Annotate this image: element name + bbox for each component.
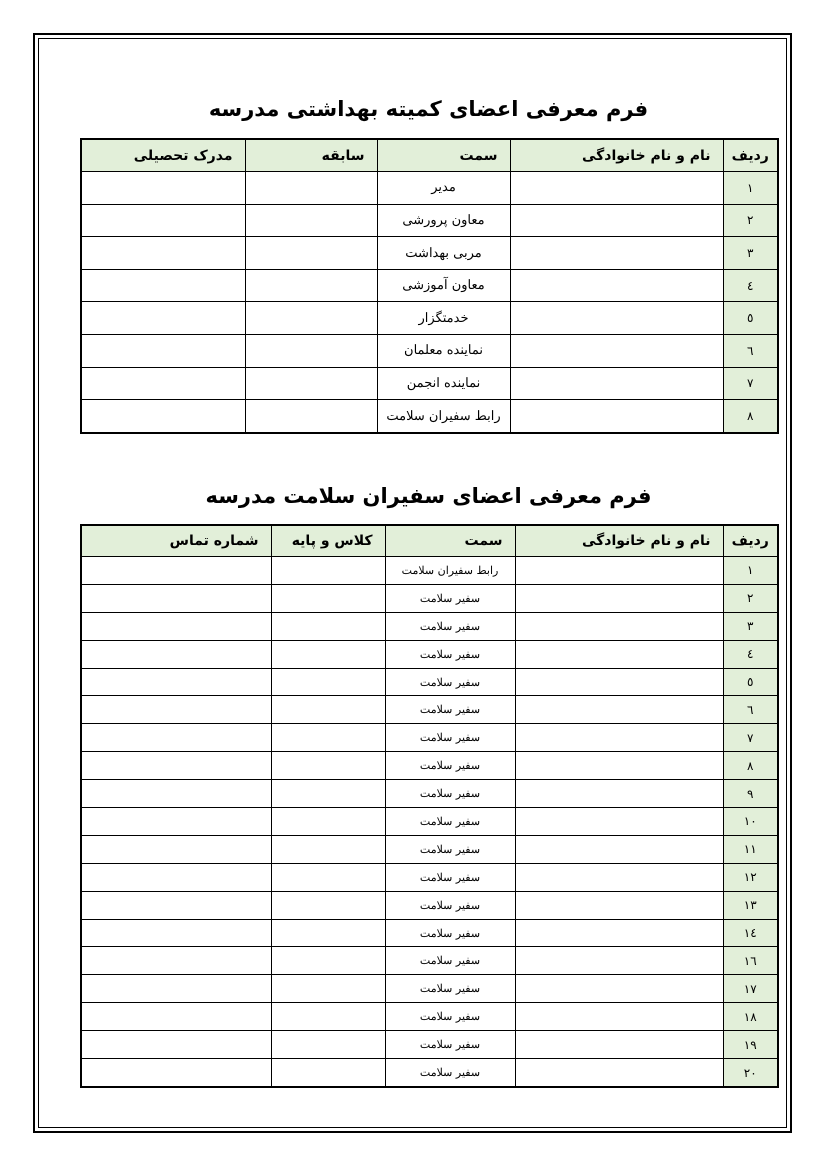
phone-number-field[interactable] xyxy=(81,612,271,640)
position-cell: سفیر سلامت xyxy=(385,975,515,1003)
education-field[interactable] xyxy=(81,367,245,400)
row-number-cell: ۸ xyxy=(723,400,778,433)
full-name-field[interactable] xyxy=(515,696,723,724)
phone-number-field[interactable] xyxy=(81,724,271,752)
position-cell: سفیر سلامت xyxy=(385,584,515,612)
full-name-field[interactable] xyxy=(515,557,723,585)
table-row xyxy=(81,1003,778,1031)
row-number-cell: ۹ xyxy=(723,780,778,808)
table-row xyxy=(81,724,778,752)
experience-field[interactable] xyxy=(245,172,377,205)
full-name-field[interactable] xyxy=(510,302,723,335)
position-cell: معاون پرورشی xyxy=(377,204,510,237)
table-row xyxy=(81,172,778,205)
phone-number-field[interactable] xyxy=(81,752,271,780)
committee-members-table xyxy=(80,138,779,434)
position-cell: نماینده معلمان xyxy=(377,335,510,368)
table-row xyxy=(81,557,778,585)
position-cell: نماینده انجمن xyxy=(377,367,510,400)
row-number-cell: ۱ xyxy=(723,172,778,205)
phone-number-field[interactable] xyxy=(81,696,271,724)
full-name-field[interactable] xyxy=(515,612,723,640)
class-grade-field[interactable] xyxy=(271,891,385,919)
row-number-cell: ۷ xyxy=(723,724,778,752)
table-row xyxy=(81,668,778,696)
position-cell: رابط سفیران سلامت xyxy=(377,400,510,433)
class-grade-field[interactable] xyxy=(271,640,385,668)
row-number-cell: ۱۹ xyxy=(723,1031,778,1059)
full-name-field[interactable] xyxy=(515,724,723,752)
header-position: سمت xyxy=(385,525,515,557)
full-name-field[interactable] xyxy=(510,204,723,237)
row-number-cell: ٤ xyxy=(723,269,778,302)
table-row xyxy=(81,269,778,302)
position-cell: سفیر سلامت xyxy=(385,863,515,891)
row-number-cell: ۱۲ xyxy=(723,863,778,891)
position-cell: سفیر سلامت xyxy=(385,891,515,919)
class-grade-field[interactable] xyxy=(271,1003,385,1031)
position-cell: سفیر سلامت xyxy=(385,668,515,696)
full-name-field[interactable] xyxy=(515,752,723,780)
phone-number-field[interactable] xyxy=(81,891,271,919)
full-name-field[interactable] xyxy=(515,1031,723,1059)
table-header-row xyxy=(81,525,778,557)
class-grade-field[interactable] xyxy=(271,752,385,780)
full-name-field[interactable] xyxy=(515,668,723,696)
position-cell: سفیر سلامت xyxy=(385,780,515,808)
header-education: مدرک تحصیلی xyxy=(81,139,245,172)
full-name-field[interactable] xyxy=(515,1003,723,1031)
row-number-cell: ۱۷ xyxy=(723,975,778,1003)
position-cell: سفیر سلامت xyxy=(385,1031,515,1059)
phone-number-field[interactable] xyxy=(81,1003,271,1031)
row-number-cell: ۱۱ xyxy=(723,835,778,863)
class-grade-field[interactable] xyxy=(271,612,385,640)
phone-number-field[interactable] xyxy=(81,640,271,668)
phone-number-field[interactable] xyxy=(81,1031,271,1059)
table-row xyxy=(81,947,778,975)
position-cell: سفیر سلامت xyxy=(385,752,515,780)
full-name-field[interactable] xyxy=(515,891,723,919)
table-row xyxy=(81,696,778,724)
header-phone-number: شماره تماس xyxy=(81,525,271,557)
table-row xyxy=(81,780,778,808)
position-cell: سفیر سلامت xyxy=(385,835,515,863)
row-number-cell: ۳ xyxy=(723,237,778,270)
experience-field[interactable] xyxy=(245,367,377,400)
class-grade-field[interactable] xyxy=(271,780,385,808)
row-number-cell: ۱٤ xyxy=(723,919,778,947)
class-grade-field[interactable] xyxy=(271,947,385,975)
position-cell: سفیر سلامت xyxy=(385,696,515,724)
position-cell: مدیر xyxy=(377,172,510,205)
phone-number-field[interactable] xyxy=(81,1059,271,1087)
table-row xyxy=(81,1059,778,1087)
row-number-cell: ۱ xyxy=(723,557,778,585)
full-name-field[interactable] xyxy=(510,400,723,433)
full-name-field[interactable] xyxy=(515,863,723,891)
table-row xyxy=(81,975,778,1003)
row-number-cell: ۱٦ xyxy=(723,947,778,975)
phone-number-field[interactable] xyxy=(81,780,271,808)
row-number-cell: ۱۸ xyxy=(723,1003,778,1031)
table-row xyxy=(81,640,778,668)
class-grade-field[interactable] xyxy=(271,1031,385,1059)
class-grade-field[interactable] xyxy=(271,668,385,696)
position-cell: سفیر سلامت xyxy=(385,640,515,668)
row-number-cell: ٥ xyxy=(723,302,778,335)
position-cell: سفیر سلامت xyxy=(385,947,515,975)
table-row xyxy=(81,237,778,270)
experience-field[interactable] xyxy=(245,237,377,270)
row-number-cell: ٥ xyxy=(723,668,778,696)
experience-field[interactable] xyxy=(245,400,377,433)
class-grade-field[interactable] xyxy=(271,975,385,1003)
phone-number-field[interactable] xyxy=(81,808,271,836)
position-cell: مربی بهداشت xyxy=(377,237,510,270)
experience-field[interactable] xyxy=(245,335,377,368)
row-number-cell: ۷ xyxy=(723,367,778,400)
class-grade-field[interactable] xyxy=(271,919,385,947)
class-grade-field[interactable] xyxy=(271,557,385,585)
ambassadors-form-title: فرم معرفی اعضای سفیران سلامت مدرسه xyxy=(205,484,652,508)
row-number-cell: ۲ xyxy=(723,584,778,612)
full-name-field[interactable] xyxy=(510,367,723,400)
education-field[interactable] xyxy=(81,237,245,270)
header-row-number: ردیف xyxy=(723,139,778,172)
row-number-cell: ٤ xyxy=(723,640,778,668)
table-row xyxy=(81,400,778,433)
phone-number-field[interactable] xyxy=(81,947,271,975)
position-cell: سفیر سلامت xyxy=(385,1003,515,1031)
full-name-field[interactable] xyxy=(515,947,723,975)
table-row xyxy=(81,302,778,335)
position-cell: سفیر سلامت xyxy=(385,1059,515,1087)
table-header-row xyxy=(81,139,778,172)
row-number-cell: ٦ xyxy=(723,335,778,368)
table-row xyxy=(81,612,778,640)
class-grade-field[interactable] xyxy=(271,835,385,863)
education-field[interactable] xyxy=(81,269,245,302)
experience-field[interactable] xyxy=(245,269,377,302)
experience-field[interactable] xyxy=(245,204,377,237)
full-name-field[interactable] xyxy=(515,919,723,947)
committee-table-body xyxy=(81,172,778,434)
table-row xyxy=(81,584,778,612)
committee-form-title: فرم معرفی اعضای کمیته بهداشتی مدرسه xyxy=(208,97,649,121)
position-cell: خدمتگزار xyxy=(377,302,510,335)
header-row-number: ردیف xyxy=(723,525,778,557)
position-cell: سفیر سلامت xyxy=(385,919,515,947)
position-cell: سفیر سلامت xyxy=(385,808,515,836)
full-name-field[interactable] xyxy=(510,335,723,368)
class-grade-field[interactable] xyxy=(271,863,385,891)
full-name-field[interactable] xyxy=(515,808,723,836)
header-full-name: نام و نام خانوادگی xyxy=(515,525,723,557)
education-field[interactable] xyxy=(81,400,245,433)
table-row xyxy=(81,204,778,237)
phone-number-field[interactable] xyxy=(81,835,271,863)
class-grade-field[interactable] xyxy=(271,696,385,724)
table-row xyxy=(81,891,778,919)
full-name-field[interactable] xyxy=(515,835,723,863)
class-grade-field[interactable] xyxy=(271,584,385,612)
position-cell: رابط سفیران سلامت xyxy=(385,557,515,585)
row-number-cell: ۲۰ xyxy=(723,1059,778,1087)
position-cell: معاون آموزشی xyxy=(377,269,510,302)
phone-number-field[interactable] xyxy=(81,668,271,696)
full-name-field[interactable] xyxy=(515,584,723,612)
education-field[interactable] xyxy=(81,204,245,237)
row-number-cell: ۱۰ xyxy=(723,808,778,836)
row-number-cell: ٦ xyxy=(723,696,778,724)
education-field[interactable] xyxy=(81,302,245,335)
table-row xyxy=(81,335,778,368)
table-row xyxy=(81,835,778,863)
table-row xyxy=(81,752,778,780)
phone-number-field[interactable] xyxy=(81,863,271,891)
phone-number-field[interactable] xyxy=(81,919,271,947)
full-name-field[interactable] xyxy=(510,237,723,270)
class-grade-field[interactable] xyxy=(271,1059,385,1087)
row-number-cell: ۱۳ xyxy=(723,891,778,919)
full-name-field[interactable] xyxy=(515,1059,723,1087)
table-row xyxy=(81,808,778,836)
full-name-field[interactable] xyxy=(515,975,723,1003)
table-row xyxy=(81,863,778,891)
full-name-field[interactable] xyxy=(510,172,723,205)
phone-number-field[interactable] xyxy=(81,975,271,1003)
education-field[interactable] xyxy=(81,335,245,368)
header-position: سمت xyxy=(377,139,510,172)
position-cell: سفیر سلامت xyxy=(385,612,515,640)
row-number-cell: ۲ xyxy=(723,204,778,237)
row-number-cell: ۳ xyxy=(723,612,778,640)
table-row xyxy=(81,1031,778,1059)
class-grade-field[interactable] xyxy=(271,808,385,836)
ambassadors-table-body xyxy=(81,557,778,1088)
class-grade-field[interactable] xyxy=(271,724,385,752)
position-cell: سفیر سلامت xyxy=(385,724,515,752)
table-row xyxy=(81,367,778,400)
row-number-cell: ۸ xyxy=(723,752,778,780)
full-name-field[interactable] xyxy=(515,780,723,808)
phone-number-field[interactable] xyxy=(81,557,271,585)
full-name-field[interactable] xyxy=(510,269,723,302)
full-name-field[interactable] xyxy=(515,640,723,668)
table-row xyxy=(81,919,778,947)
phone-number-field[interactable] xyxy=(81,584,271,612)
header-full-name: نام و نام خانوادگی xyxy=(510,139,723,172)
ambassadors-members-table xyxy=(80,524,779,1088)
header-experience: سابقه xyxy=(245,139,377,172)
experience-field[interactable] xyxy=(245,302,377,335)
education-field[interactable] xyxy=(81,172,245,205)
header-class-grade: کلاس و پایه xyxy=(271,525,385,557)
